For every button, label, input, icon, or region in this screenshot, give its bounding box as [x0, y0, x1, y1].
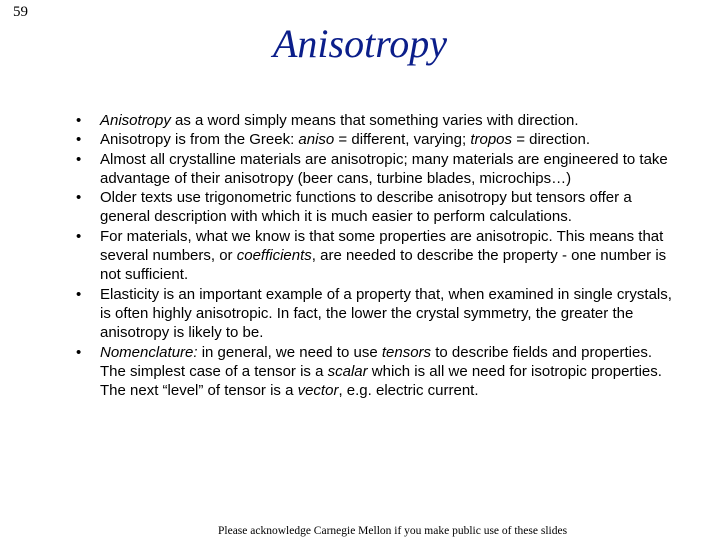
text-run: Older texts use trigonometric functions to describe anisotropy but tensors offer a general description with which it is much easier to perform calculations. [100, 189, 632, 226]
bullet-dot-icon: • [76, 285, 82, 303]
bullet-list [76, 111, 676, 400]
bullet-item [76, 343, 676, 401]
text-run: , are needed to describe the property - one number is not sufficient. [100, 247, 667, 284]
text-run: Anisotropy is from the Greek: [100, 131, 299, 149]
text-run: = different, varying; [334, 131, 471, 149]
bullet-item [76, 150, 676, 189]
text-run: as a word simply means that something varies with direction. [170, 112, 579, 129]
bullet-dot-icon: • [76, 189, 82, 207]
text-run: Almost all crystalline materials are anisotropic; many materials are engineered to take advantage of their anisotropy (beer cans, turbine blades, microchips…) [100, 150, 668, 187]
emphasized-term: vector [297, 382, 339, 400]
emphasized-term: coefficients [236, 247, 312, 265]
text-run: For materials, what we know is that some properties are anisotropic. This means that several numbers, or [100, 227, 664, 265]
bullet-dot-icon: • [76, 112, 82, 129]
text-run: which is all we need for isotropic properties. The next “level” of tensor is a [100, 362, 662, 400]
bullet-item [76, 188, 676, 227]
bullet-text [100, 189, 632, 225]
bullet-item [76, 227, 676, 285]
bullet-dot-icon: • [76, 227, 82, 245]
text-run: Elasticity is an important example of a property that, when examined in single crystals, is often highly anisotropic. In fact, the lower the crystal symmetry, the greater the anisotropy is likely to be. [100, 285, 672, 342]
bullet-text [100, 112, 579, 129]
bullet-text [100, 344, 662, 400]
text-run: , e.g. electric current. [338, 382, 479, 400]
slide-title: Anisotropy [272, 21, 448, 66]
bullet-item [76, 285, 676, 343]
bullet-item [76, 111, 676, 130]
bullet-item [76, 130, 676, 149]
footer-note: Please acknowledge Carnegie Mellon if you make public use of these slides [218, 525, 568, 537]
page-number: 59 [13, 4, 28, 20]
emphasized-term: scalar [327, 362, 368, 380]
emphasized-term: aniso [298, 131, 335, 149]
bullet-dot-icon: • [76, 131, 82, 149]
text-run: to describe fields and properties. The simplest case of a tensor is a [100, 343, 653, 380]
bullet-dot-icon: • [76, 150, 82, 168]
bullet-text [100, 228, 666, 284]
bullet-text [100, 151, 668, 187]
text-run: = direction. [512, 131, 590, 149]
emphasized-term: tensors [381, 343, 432, 361]
text-run: in general, we need to use [197, 343, 382, 361]
emphasized-term: Nomenclature: [100, 343, 198, 361]
bullet-text [100, 131, 590, 148]
bullet-text [100, 286, 672, 342]
emphasized-term: tropos [470, 131, 513, 149]
emphasized-term: Anisotropy [100, 112, 171, 129]
bullet-dot-icon: • [76, 343, 82, 361]
